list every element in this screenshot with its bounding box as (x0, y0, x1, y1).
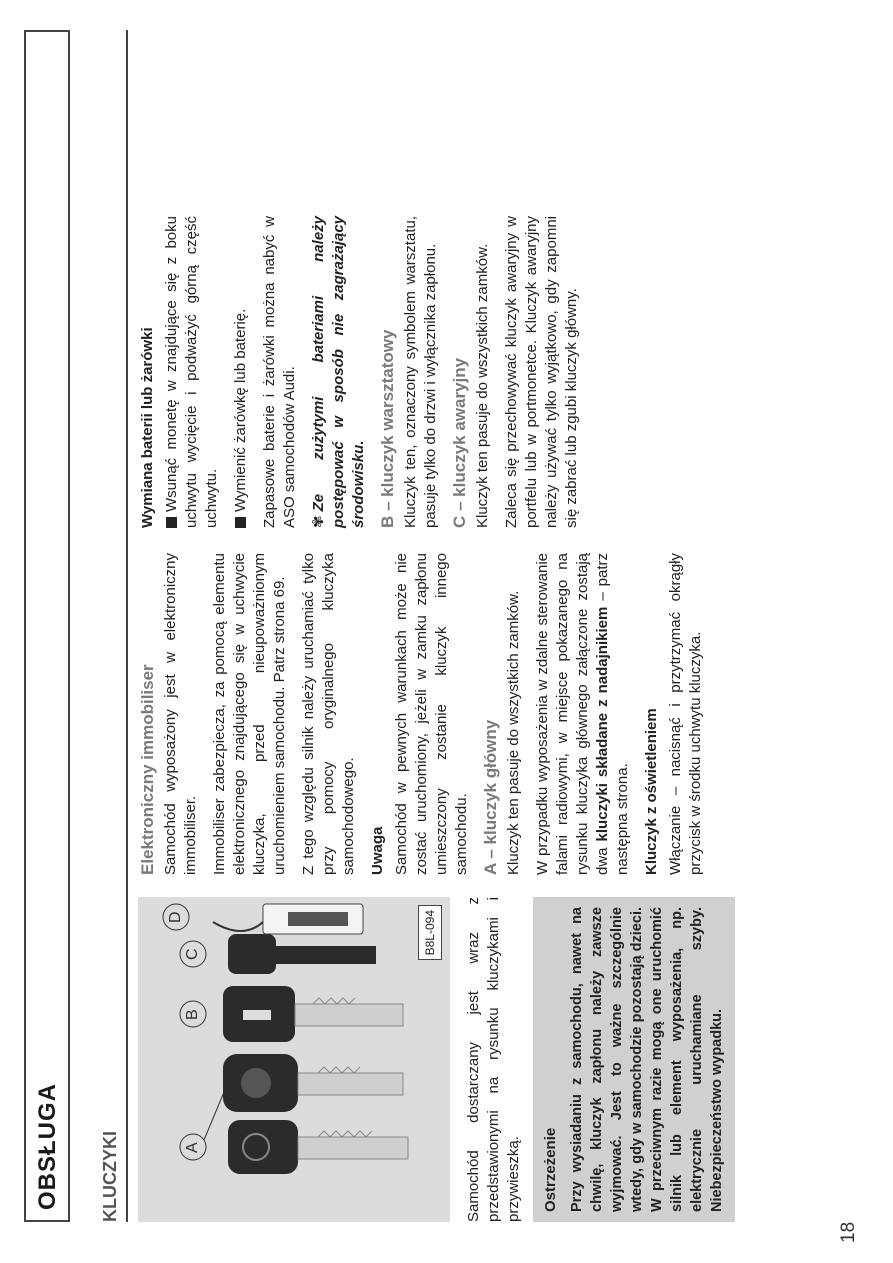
key-a-p1: Kluczyk ten pasuje do wszystkich zamków. (505, 590, 522, 875)
label-b: B (184, 1009, 201, 1020)
keys-figure (138, 897, 450, 1222)
intro-text: Samochód dostarczany jest wraz z przedstawionymi na rysunku kluczykami i przywieszką. (465, 897, 522, 1222)
tag-d-icon (213, 904, 363, 934)
lit-key-text: Włączanie – nacisnąć i przytrzymać okrągły przycisk w środku uchwytu kluczyka. (667, 553, 704, 875)
warning-title: Ostrzeżenie (542, 1127, 559, 1212)
key-a-heading: A – kluczyk główny (481, 719, 500, 875)
key-c-emergency-icon (228, 934, 376, 974)
column-middle (138, 553, 715, 875)
page-number: 18 (838, 1221, 859, 1243)
key-c-p2: Zaleca się przechowywać kluczyk awaryjny w portfelu lub w portmonetce. Kluczyk awaryjny należy używać tylko wyjątkowo, gdy zapomni się zabrać lub zgubi kluczyk główny. (503, 216, 580, 528)
key-a-p2-bold: kluczyki składane z nadajnikiem (594, 606, 611, 842)
lit-key-heading: Kluczyk z oświetleniem (643, 708, 660, 875)
note-text: Samochód w pewnych warunkach może nie zostać uruchomiony, jeżeli w zamku zapłonu umieszczony zostanie kluczyk innego samochodu. (393, 553, 470, 875)
key-a-p2-end: – patrz następna strona. (594, 552, 631, 875)
battery-step-1: Wsunąć monetę w znajdujące się z boku uchwytu wycięcie i podważyć górną część uchwytu. (163, 216, 220, 528)
immobiliser-heading: Elektroniczny immobiliser (138, 664, 157, 875)
immobiliser-p2: Immobiliser zabezpiecza, za pomocą elementu elektronicznego znajdującego się w uchwycie kluczyka, przed nieupoważnionym uruchomieniem samochodu. Patrz strona 69. (211, 553, 288, 875)
column-left (138, 897, 735, 1222)
battery-spares: Zapasowe baterie i żarówki można nabyć w ASO samochodów Audi. (261, 216, 298, 528)
battery-step-2: Wymienić żarówkę lub baterię. (231, 216, 251, 528)
immobiliser-p3: Z tego względu silnik należy uruchamiać tylko przy pomocy oryginalnego kluczyka samochodowego. (300, 553, 357, 875)
keys-illustration (138, 897, 450, 1222)
section-divider (126, 30, 128, 1222)
eco-note (309, 216, 369, 528)
key-c-heading: C – kluczyk awaryjny (450, 357, 469, 528)
key-b-text: Kluczyk ten, oznaczony symbolem warsztatu, pasuje tylko do drzwi i wyłącznika zapłonu. (402, 216, 439, 528)
key-a-remote-icon (223, 1054, 403, 1112)
battery-heading: Wymiana baterii lub żarówki (139, 327, 156, 528)
page-header (24, 30, 70, 1222)
page-title: OBSŁUGA (34, 1083, 61, 1210)
key-a-p2-start: W przypadku wyposażenia w zdalne sterowanie falami radiowymi, w miejsce pokazanego na rysunku kluczyka głównego załączone zostają dwa (534, 553, 611, 875)
section-title: KLUCZYKI (100, 1131, 120, 1222)
note-heading: Uwaga (369, 826, 386, 875)
column-right (138, 216, 591, 528)
key-b-workshop-icon (223, 986, 403, 1042)
label-d: D (167, 911, 184, 923)
label-a: A (184, 1142, 201, 1153)
figure-code: B8L-094 (418, 905, 442, 960)
key-b-heading: B – kluczyk warsztatowy (378, 329, 397, 528)
warning-text: Przy wysiadaniu z samochodu, nawet na chwilę, kluczyk zapłonu należy zawsze wyjmować. Jest to ważne szczególnie wtedy, gdy w samochodzie pozostają dzieci. W przeciwnym razie mogą one uruchomić silnik lub element wyposażenia, np. elektrycznie uruchamiane szyby. Niebezpieczeństwo wypadku. (569, 907, 725, 1212)
key-a-p2 (533, 553, 633, 875)
warning-box (533, 897, 735, 1222)
key-a-main-icon (228, 1120, 408, 1174)
immobiliser-p1: Samochód wyposażony jest w elektroniczny immobiliser. (162, 553, 199, 875)
eco-text: Ze zużytymi bateriami należy postępować w sposób nie zagrażający środowisku. (310, 216, 367, 528)
recycle-icon: ✾ (310, 515, 327, 528)
label-c: C (184, 948, 201, 960)
key-c-p1: Kluczyk ten pasuje do wszystkich zamków. (474, 243, 491, 528)
